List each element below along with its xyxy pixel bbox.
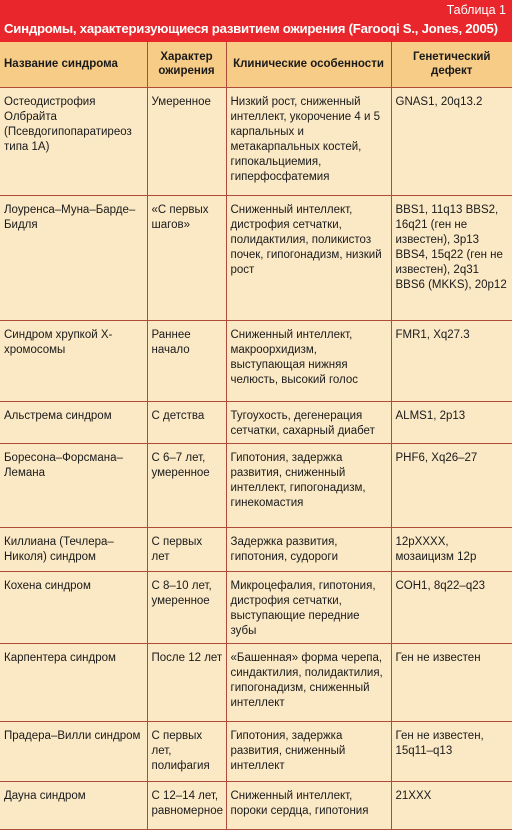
table-row	[0, 781, 512, 829]
header-cell-obesity: Характер ожирения	[147, 42, 226, 87]
cell-clinical-features: Низкий рост, сниженный интеллект, укорочение 4 и 5 карпальных и метакарпальных костей, гипокальциемия, гиперфосфатемия	[226, 87, 391, 195]
cell-obesity-type: С детства	[147, 401, 226, 443]
cell-obesity-type: С 6–7 лет, умеренное	[147, 443, 226, 527]
cell-syndrome-name: Остеодистрофия Олбрайта (Псевдогипопаратиреоз типа 1А)	[0, 87, 147, 195]
cell-genetic-defect: 12рXXXX, мозаицизм 12р	[391, 527, 512, 571]
table-row	[0, 643, 512, 721]
cell-obesity-type: Умеренное	[147, 87, 226, 195]
table-row	[0, 527, 512, 571]
cell-clinical-features: Сниженный интеллект, пороки сердца, гипотония	[226, 781, 391, 829]
table-row	[0, 195, 512, 320]
table-row	[0, 721, 512, 781]
cell-clinical-features: «Башенная» форма черепа, синдактилия, полидактилия, гипогонадизм, сниженный интеллект	[226, 643, 391, 721]
cell-syndrome-name: Киллиана (Течлера–Николя) синдром	[0, 527, 147, 571]
header-row	[0, 42, 512, 87]
cell-clinical-features: Сниженный интеллект, макроорхидизм, выступающая нижняя челюсть, высокий голос	[226, 320, 391, 401]
table-number: Таблица 1	[0, 0, 512, 18]
header-cell-defect: Генетический дефект	[391, 42, 512, 87]
cell-genetic-defect: ALMS1, 2p13	[391, 401, 512, 443]
cell-obesity-type: «С первых шагов»	[147, 195, 226, 320]
cell-obesity-type: С 12–14 лет, равномерное	[147, 781, 226, 829]
cell-clinical-features: Микроцефалия, гипотония, дистрофия сетчатки, выступающие передние зубы	[226, 571, 391, 643]
cell-genetic-defect: Ген не известен, 15q11–q13	[391, 721, 512, 781]
cell-syndrome-name: Карпентера синдром	[0, 643, 147, 721]
cell-genetic-defect: 21XXX	[391, 781, 512, 829]
cell-genetic-defect: COH1, 8q22–q23	[391, 571, 512, 643]
table-row	[0, 401, 512, 443]
cell-clinical-features: Задержка развития, гипотония, судороги	[226, 527, 391, 571]
syndromes-table	[0, 42, 512, 830]
cell-clinical-features: Гипотония, задержка развития, сниженный интеллект, гипогонадизм, гинекомастия	[226, 443, 391, 527]
cell-syndrome-name: Лоуренса–Муна–Барде–Бидля	[0, 195, 147, 320]
cell-clinical-features: Сниженный интеллект, дистрофия сетчатки, полидактилия, поликистоз почек, гипогонадизм, низкий рост	[226, 195, 391, 320]
cell-syndrome-name: Прадера–Вилли синдром	[0, 721, 147, 781]
cell-syndrome-name: Кохена синдром	[0, 571, 147, 643]
table-title: Синдромы, характеризующиеся развитием ожирения (Farooqi S., Jones, 2005)	[0, 18, 512, 42]
cell-syndrome-name: Дауна синдром	[0, 781, 147, 829]
cell-obesity-type: С первых лет, полифагия	[147, 721, 226, 781]
cell-syndrome-name: Альстрема синдром	[0, 401, 147, 443]
table-row	[0, 320, 512, 401]
cell-genetic-defect: Ген не известен	[391, 643, 512, 721]
cell-obesity-type: С первых лет	[147, 527, 226, 571]
cell-genetic-defect: PHF6, Xq26–27	[391, 443, 512, 527]
table-row	[0, 87, 512, 195]
cell-genetic-defect: BBS1, 11q13 BBS2, 16q21 (ген не известен), 3p13 BBS4, 15q22 (ген не известен), 2q31 BBS6 (MKKS), 20p12	[391, 195, 512, 320]
header-cell-name: Название синдрома	[0, 42, 147, 87]
header-cell-features: Клинические особенности	[226, 42, 391, 87]
cell-genetic-defect: GNAS1, 20q13.2	[391, 87, 512, 195]
cell-obesity-type: После 12 лет	[147, 643, 226, 721]
cell-clinical-features: Тугоухость, дегенерация сетчатки, сахарный диабет	[226, 401, 391, 443]
cell-obesity-type: С 8–10 лет, умеренное	[147, 571, 226, 643]
cell-genetic-defect: FMR1, Xq27.3	[391, 320, 512, 401]
table-row	[0, 443, 512, 527]
cell-obesity-type: Раннее начало	[147, 320, 226, 401]
cell-syndrome-name: Боресона–Форсмана–Лемана	[0, 443, 147, 527]
table-row	[0, 571, 512, 643]
cell-syndrome-name: Синдром хрупкой Х-хромосомы	[0, 320, 147, 401]
cell-clinical-features: Гипотония, задержка развития, сниженный интеллект	[226, 721, 391, 781]
